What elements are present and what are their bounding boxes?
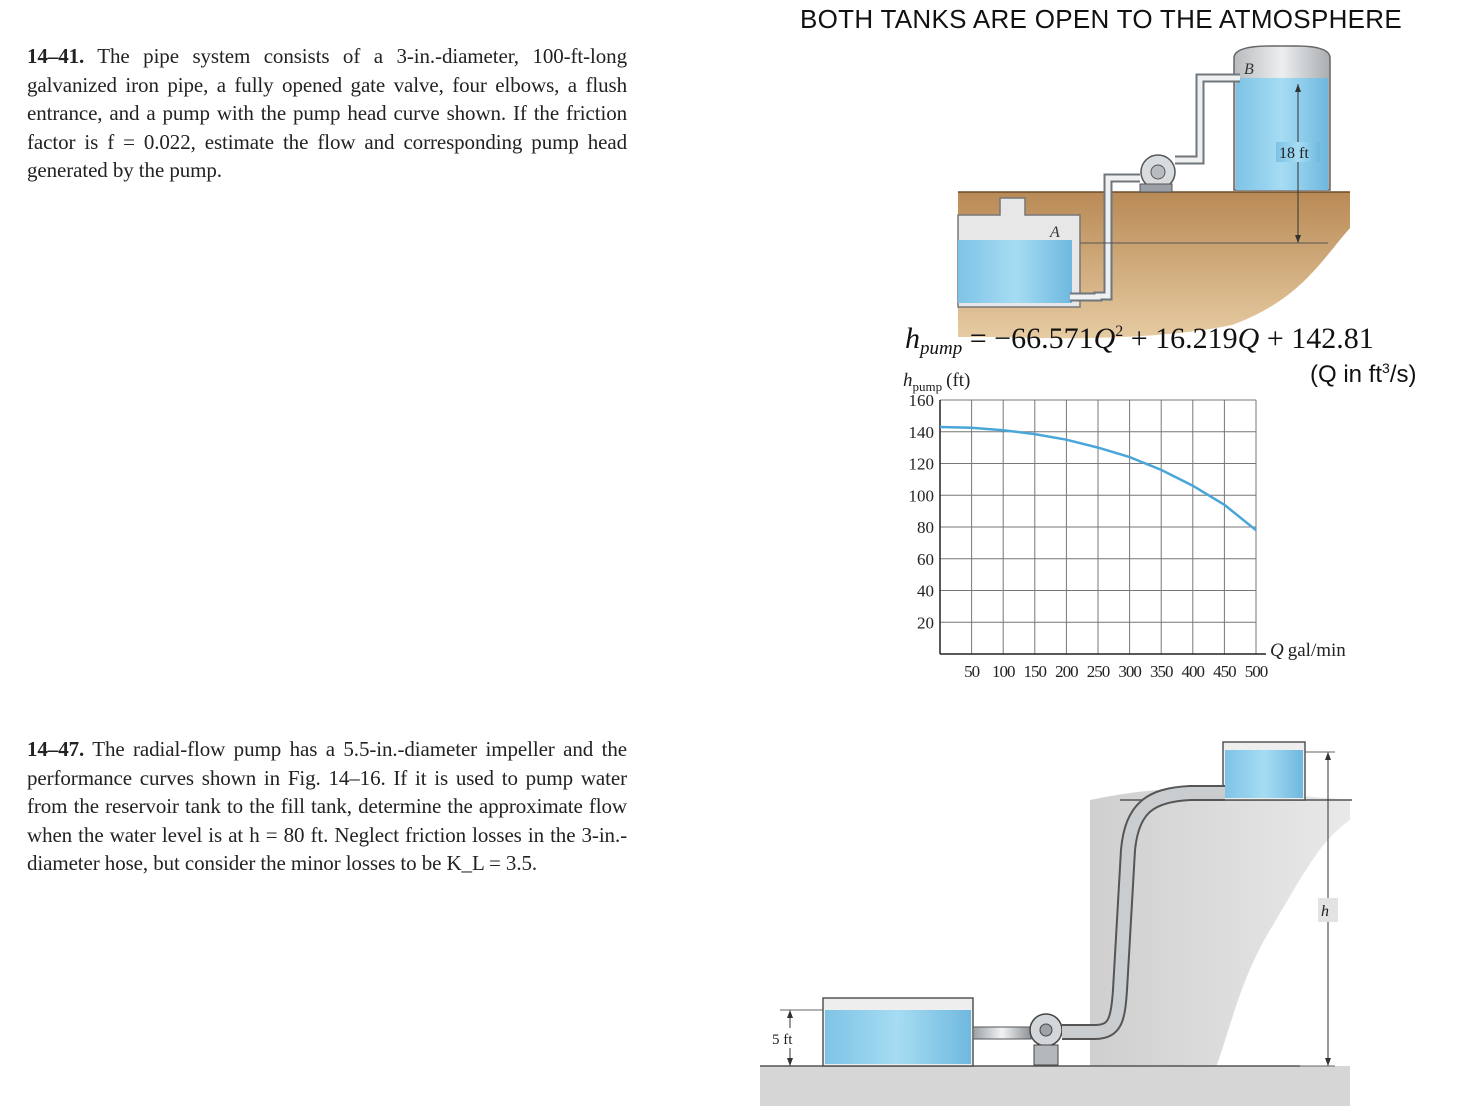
x-axis-label-var: Q (1270, 640, 1284, 661)
y-tick-label: 40 (917, 581, 934, 601)
equation-lhs-sub: pump (920, 338, 963, 359)
y-tick-label: 160 (908, 391, 934, 410)
y-tick-label: 100 (908, 486, 934, 506)
equation-term3: + 142.81 (1259, 322, 1374, 355)
tank-b-label: B (1244, 61, 1254, 78)
x-tick-label: 200 (1055, 662, 1078, 681)
problem-text: The pipe system consists of a 3-in.-diameter, 100-ft-long galvanized iron pipe, a fully opened gate valve, four elbows, a flush entrance, and a pump with the pump head curve shown. If the friction factor is f = 0.022, estimate the flow and corresponding pump head generated by the pump. (27, 44, 627, 183)
x-tick-label: 250 (1086, 662, 1110, 681)
h-label: h (1321, 903, 1329, 920)
y-tick-label: 20 (917, 613, 934, 633)
equation-term2: + 16.219 (1123, 322, 1238, 355)
unit-note-exp: 3 (1382, 360, 1390, 376)
x-tick-label: 300 (1118, 662, 1141, 681)
y-tick-label: 80 (917, 518, 934, 537)
x-tick-label: 350 (1149, 662, 1173, 681)
equation-term1: −66.571 (994, 322, 1094, 355)
atmosphere-banner: BOTH TANKS ARE OPEN TO THE ATMOSPHERE (800, 4, 1403, 34)
x-axis-label-unit: gal/min (1287, 640, 1346, 661)
x-tick-label: 100 (991, 662, 1015, 681)
x-tick-label: 150 (1023, 662, 1047, 681)
problem-number: 14–41. (27, 44, 85, 68)
y-axis-label-sub: pump (912, 379, 943, 394)
suction-pipe (973, 1027, 1031, 1039)
tank-a-label: A (1050, 224, 1060, 241)
depth-label: 5 ft (772, 1032, 793, 1048)
reservoir-water (825, 1010, 971, 1064)
y-tick-label: 140 (908, 422, 934, 442)
y-axis-label-unit: (ft) (946, 370, 971, 391)
unit-note-post: /s) (1389, 361, 1417, 388)
x-tick-label: 400 (1181, 662, 1205, 681)
fill-tank-water (1225, 750, 1303, 798)
x-tick-label: 450 (1213, 662, 1236, 681)
unit-note-pre: (Q in ft (1310, 361, 1383, 388)
equation-lhs: h (905, 322, 920, 355)
y-axis-label-main: h (903, 370, 913, 391)
problem-number: 14–47. (27, 737, 85, 761)
equation-term2-var: Q (1237, 322, 1260, 355)
equation-term1-exp: 2 (1115, 323, 1124, 340)
y-tick-label: 60 (917, 549, 934, 569)
y-tick-label: 120 (908, 454, 934, 474)
bottom-ground (760, 1066, 1350, 1106)
x-tick-label: 500 (1244, 662, 1268, 681)
equation-term1-var: Q (1093, 322, 1116, 355)
problem-text: The radial-flow pump has a 5.5-in.-diameter impeller and the performance curves shown in Fig. 14–16. If it is used to pump water from the reservoir tank to the fill tank, determine the approximate flow when the water level is at h = 80 ft. Neglect friction losses in the 3-in.-diameter hose, but consider the minor losses to be K_L = 3.5. (27, 737, 627, 876)
equation-equals: = (962, 322, 995, 355)
height-label: 18 ft (1279, 145, 1309, 162)
x-tick-label: 50 (964, 662, 980, 681)
